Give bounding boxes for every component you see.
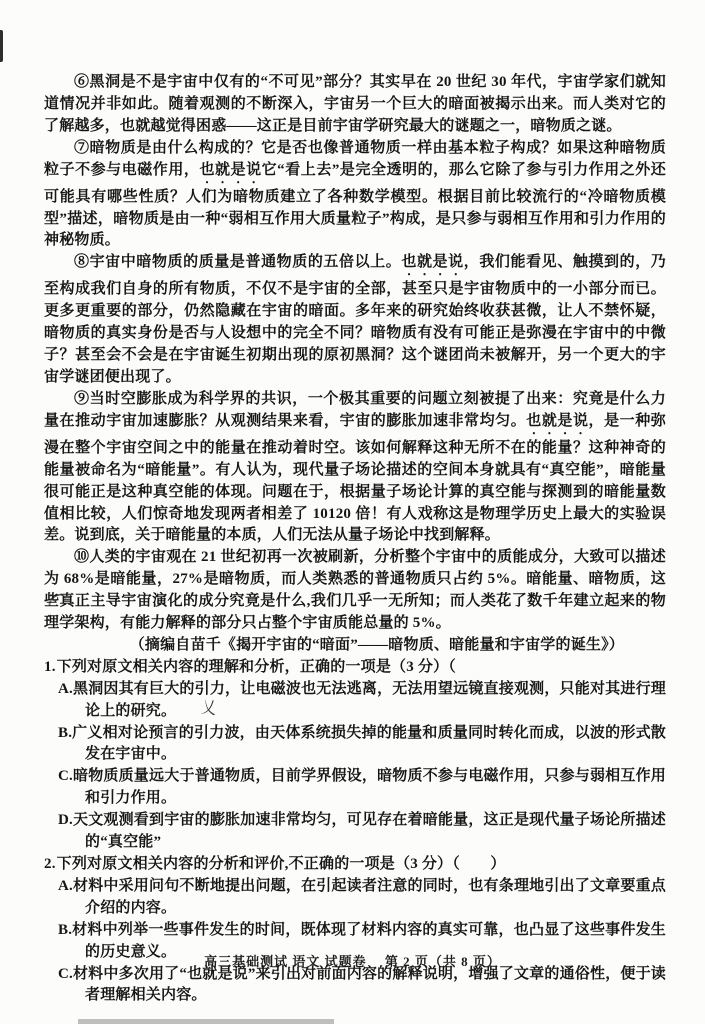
question-2-stem-text: 下列对原文相关内容的分析和评价,不正确的一项是（3 分）（ ） xyxy=(56,856,506,872)
question-1-option-c xyxy=(58,766,666,810)
scan-bottom-artifact xyxy=(78,1019,334,1024)
question-1-option-a xyxy=(58,679,666,723)
passage-text: 它“看上去”是完全透明的，那么它除了参与引力作用之外还可能具有哪些性质？人们为暗物质建立了各种数学模型。根据目前比较流行的“冷暗物质模型”描述，暗物质是由一种“弱相互作用大质量粒子”构成，是只参与弱相互作用和引力作用的神秘物质。 xyxy=(44,161,666,249)
question-2 xyxy=(44,854,666,1007)
option-label: B. xyxy=(58,921,73,938)
option-text: 材料中列举一些事件发生的时间，既体现了材料内容的真实可靠，也凸显了这些事件发生的历史意义。 xyxy=(72,921,666,960)
option-label: A. xyxy=(58,877,73,894)
question-1-number: 1. xyxy=(44,658,56,675)
passage-text: ⑥黑洞是不是宇宙中仅有的“不可见”部分？其实早在 20 世纪 30 年代，宇宙学家们就知道情况并非如此。随着观测的不断深入，宇宙另一个巨大的暗面被揭示出来。而人类对它的了解越多，也就越觉得困惑——这正是目前宇宙学研究最大的谜题之一，暗物质之谜。 xyxy=(44,74,666,134)
question-2-option-c xyxy=(58,964,666,1008)
question-1 xyxy=(44,657,666,854)
passage-text: ⑦暗物质是由什么构成的？它是否也像普通物质一样由基本粒子构成？如果这种暗物质粒子不参与电磁作用， xyxy=(44,139,666,178)
handwritten-cross-mark: 乂 xyxy=(200,698,218,719)
passage-paragraph-6 xyxy=(44,72,666,138)
option-text: 广义相对论预言的引力波，由天体系统损失掉的能量和质量同时转化而成，以波的形式散发在宇宙中。 xyxy=(72,724,666,763)
passage-paragraph-9 xyxy=(44,389,666,547)
passage-paragraph-10 xyxy=(44,547,666,635)
passage-citation: （摘编自苗千《揭开宇宙的“暗面”——暗物质、暗能量和宇宙学的诞生》） xyxy=(129,636,624,653)
passage-paragraph-8 xyxy=(44,252,666,389)
option-text: 材料中多次用了“也就是说”来引出对前面内容的解释说明，增强了文章的通俗性，便于读者理解相关内容。 xyxy=(72,965,666,1004)
emphasized-text: 也就是说 xyxy=(401,254,464,271)
question-2-number: 2. xyxy=(44,856,56,872)
option-text: 暗物质质量远大于普通物质，目前学界假设，暗物质不参与电磁作用，只参与弱相互作用和引力作用。 xyxy=(72,768,666,807)
option-text: 黑洞因其有巨大的引力，让电磁波也无法逃离，无法用望远镜直接观测，只能对其进行理论上的研究。 xyxy=(72,680,666,719)
passage-text: ，我们能看见、触摸到的，乃至构成我们自身的所有物质，不仅不是宇宙的全部，甚至只是宇宙物质中的一小部分而已。更多更重要的部分，仍然隐藏在宇宙的暗面。多年来的研究始终收获甚微，让人不禁怀疑，暗物质的真实身份是否与人设想中的完全不同？暗物质有没有可能正是弥漫在宇宙中的中微子？甚至会不会是在宇宙诞生初期出现的原初黑洞？这个谜团尚未被解开，另一个更大的宇宙学谜团便出现了。 xyxy=(44,254,666,385)
question-1-option-d xyxy=(58,810,666,854)
passage-text: ，是一种弥漫在整个宇宙空间之中的能量在推动着时空。该如何解释这种无所不在的能量？这种神奇的能量被命名为“暗能量”。有人认为，现代量子场论描述的空间本身就具有“真空能”，暗能量很可能正是这种真空能的体现。问题在于，根据量子场论计算的真空能与探测到的暗能量数值相比较，人们惊奇地发现两者相差了 10120 倍！有人戏称这是物理学历史上最大的实验误差。说到底，关于暗能量的本质，人们无法从量子场论中找到解释。 xyxy=(44,412,666,544)
question-1-stem xyxy=(44,657,666,679)
passage-text: ⑨当时空膨胀成为科学界的共识，一个极其重要的问题立刻被提了出来：究竟是什么力量在推动宇宙加速膨胀？从观测结果来看，宇宙的膨胀加速非常均匀。 xyxy=(44,390,666,429)
question-2-stem xyxy=(44,854,666,876)
page-footer: 高三基础测试 语文 试题卷 第 2 页（共 8 页） xyxy=(204,954,501,969)
exam-body xyxy=(44,72,666,1007)
option-label: C. xyxy=(58,965,73,982)
option-label: D. xyxy=(58,812,73,829)
question-1-option-b xyxy=(58,723,666,767)
option-label: A. xyxy=(58,680,73,697)
option-text: 材料中采用问句不断地提出问题，在引起读者注意的同时，也有条理地引出了文章要重点介绍的内容。 xyxy=(72,877,666,916)
passage-text: ⑩人类的宇宙观在 21 世纪初再一次被刷新，分析整个宇宙中的质能成分，大致可以描述为 68%是暗能量，27%是暗物质，而人类熟悉的普通物质只占约 5%。暗能量、暗物质，这些真正主导宇宙演化的成分究竟是什么,我们几乎一无所知；而人类花了数千年建立起来的物理学架构，有能力解释的部分只占整个宇宙质能总量的 5%。 xyxy=(44,549,666,632)
question-2-option-a xyxy=(58,876,666,920)
option-label: C. xyxy=(58,768,73,785)
emphasized-text: 也就是说 xyxy=(526,412,589,429)
passage-paragraph-7 xyxy=(44,138,666,253)
emphasized-text: 也就是说 xyxy=(199,161,262,178)
option-text: 天文观测看到宇宙的膨胀加速非常均匀，可见存在着暗能量，这正是现代量子场论所描述的“真空能” xyxy=(72,812,666,851)
option-label: B. xyxy=(58,724,73,741)
question-1-stem-text: 下列对原文相关内容的理解和分析，正确的一项是（3 分）（ xyxy=(56,658,457,675)
scan-edge-artifact xyxy=(0,30,3,62)
passage-text: ⑧宇宙中暗物质的质量是普通物质的五倍以上。 xyxy=(74,254,402,271)
